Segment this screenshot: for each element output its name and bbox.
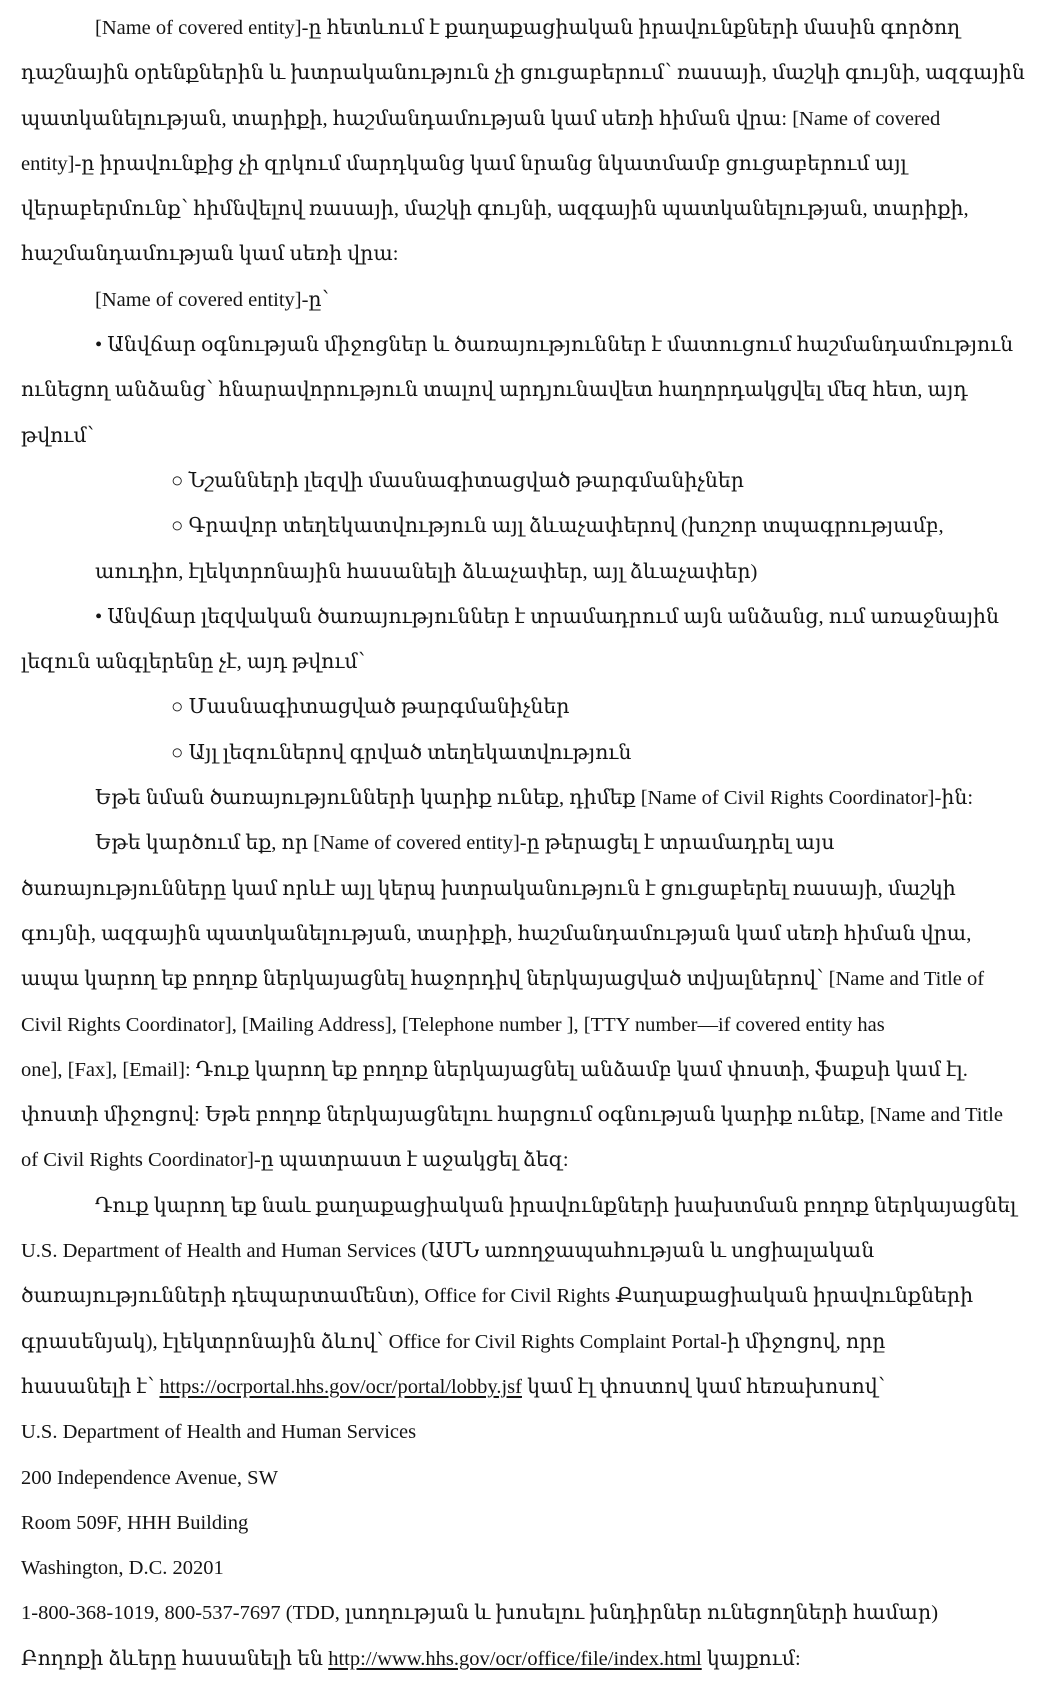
text-line: ապա կարող եք բողոք ներկայացնել հաջորդիվ ներկայացված տվյալներով՝ [Name and Title of — [21, 968, 985, 991]
complaint-forms-link[interactable]: http://www.hhs.gov/ocr/office/file/index.html — [328, 1647, 702, 1670]
text-line: entity]-ը իրավունքից չի զրկում մարդկանց կամ նրանց նկատմամբ ցուցաբերում այլ — [21, 152, 907, 175]
text-line — [21, 1637, 1016, 1682]
address-line: U.S. Department of Health and Human Services — [21, 1421, 417, 1444]
text-line: ծառայությունները կամ որևէ այլ կերպ խտրականություն է ցուցաբերել ռասայի, մաշկի — [21, 877, 956, 900]
text-line: վերաբերմունք՝ հիմնվելով ռասայի, մաշկի գույնի, ազգային պատկանելության, տարիքի, — [21, 198, 969, 221]
text-line: աուդիո, էլեկտրոնային հասանելի ձևաչափեր, այլ ձևաչափեր) — [95, 560, 758, 583]
text-line: ունեցող անձանց՝ հնարավորություն տալով արդյունավետ հաղորդակցվել մեզ հետ, այդ — [21, 379, 968, 402]
bullet-aids-services — [21, 323, 1016, 459]
sub-bullet-written-formats — [21, 504, 1016, 595]
text-line: ○ Գրավոր տեղեկատվություն այլ ձևաչափերով (խոշոր տպագրությամբ, — [171, 515, 944, 538]
sub-bullet-sign-language — [21, 459, 1016, 504]
text-line: ○ Այլ լեզուներով գրված տեղեկատվություն — [171, 741, 632, 764]
text-fragment: հասանելի է՝ — [21, 1375, 160, 1398]
text-line: • Անվճար օգնության միջոցներ և ծառայություններ է մատուցում հաշմանդամություն — [95, 334, 1014, 357]
phone-line: 1-800-368-1019, 800-537-7697 (TDD, լսողության և խոսելու խնդիրներ ունեցողների համար) — [21, 1602, 939, 1625]
text-line: փոստի միջոցով: Եթե բողոք ներկայացնելու հարցում օգնության կարիք ունեք, [Name and Title — [21, 1104, 1003, 1127]
text-line: գրասենյակ), էլեկտրոնային ձևով՝ Office for Civil Rights Complaint Portal-ի միջոցով, որը — [21, 1330, 886, 1353]
paragraph-contact-coordinator — [21, 776, 1016, 821]
ocr-portal-link[interactable]: https://ocrportal.hhs.gov/ocr/portal/lobby.jsf — [159, 1375, 522, 1398]
text-line: հաշմանդամության կամ սեռի վրա: — [21, 243, 399, 266]
sub-bullet-interpreters — [21, 685, 1016, 730]
paragraph-hhs-complaint — [21, 1184, 1016, 1410]
text-line: ○ Նշանների լեզվի մասնագիտացված թարգմանիչներ — [171, 469, 744, 492]
text-line: լեզուն անգլերենը չէ, այդ թվում՝ — [21, 651, 366, 674]
text-line: ○ Մասնագիտացված թարգմանիչներ — [171, 696, 570, 719]
address-line: Washington, D.C. 20201 — [21, 1557, 224, 1580]
text-line: Եթե նման ծառայությունների կարիք ունեք, դիմեք [Name of Civil Rights Coordinator]-ին: — [95, 787, 974, 810]
paragraph-nondiscrimination — [21, 6, 1025, 278]
text-fragment: կամ էլ փոստով կամ հեռախոսով՝ — [521, 1375, 886, 1398]
text-line: [Name of covered entity]-ը հետևում է քաղաքացիական իրավունքների մասին գործող — [95, 17, 961, 39]
address-line: 200 Independence Avenue, SW — [21, 1466, 278, 1489]
text-line: one], [Fax], [Email]: Դուք կարող եք բողոք ներկայացնել անձամբ կամ փոստի, ֆաքսի կամ էլ. — [21, 1058, 968, 1081]
text-line: պատկանելության, տարիքի, հաշմանդամության կամ սեռի հիման վրա: [Name of covered — [21, 107, 941, 130]
text-line: • Անվճար լեզվական ծառայություններ է տրամադրում այն անձանց, ում առաջնային — [95, 605, 1000, 628]
text-line: Եթե կարծում եք, որ [Name of covered entity]-ը թերացել է տրամադրել այս — [95, 832, 835, 855]
text-line: of Civil Rights Coordinator]-ը պատրաստ է աջակցել ձեզ: — [21, 1149, 569, 1172]
text-fragment: կայքում: — [701, 1647, 801, 1670]
text-line: գույնի, ազգային պատկանելության, տարիքի, հաշմանդամության կամ սեռի հիման վրա, — [21, 922, 972, 945]
bullet-language-services — [21, 595, 1016, 686]
text-line — [21, 1365, 1016, 1410]
text-line: Civil Rights Coordinator], [Mailing Address], [Telephone number ], [TTY number—if covered entity has — [21, 1013, 885, 1036]
text-line: Դուք կարող եք նաև քաղաքացիական իրավունքների խախտման բողոք ներկայացնել — [95, 1194, 1017, 1217]
text-line: դաշնային օրենքներին և խտրականություն չի ցուցաբերում՝ ռասայի, մաշկի գույնի, ազգային — [21, 62, 1025, 85]
address-line: Room 509F, HHH Building — [21, 1511, 249, 1534]
text-line: ծառայությունների դեպարտամենտ), Office for Civil Rights Քաղաքացիական իրավունքների — [21, 1285, 974, 1308]
text-line: թվում՝ — [21, 424, 95, 447]
sub-bullet-other-languages — [21, 731, 1016, 776]
paragraph-entity-intro — [21, 278, 1016, 323]
mailing-address — [21, 1410, 1016, 1636]
paragraph-complaint-forms — [21, 1637, 1016, 1682]
paragraph-grievance — [21, 821, 1016, 1183]
text-line: U.S. Department of Health and Human Services (ԱՄՆ առողջապահության և սոցիալական — [21, 1240, 875, 1263]
text-fragment: Բողոքի ձևերը հասանելի են — [21, 1647, 329, 1670]
text-line: [Name of covered entity]-ը՝ — [95, 288, 329, 311]
